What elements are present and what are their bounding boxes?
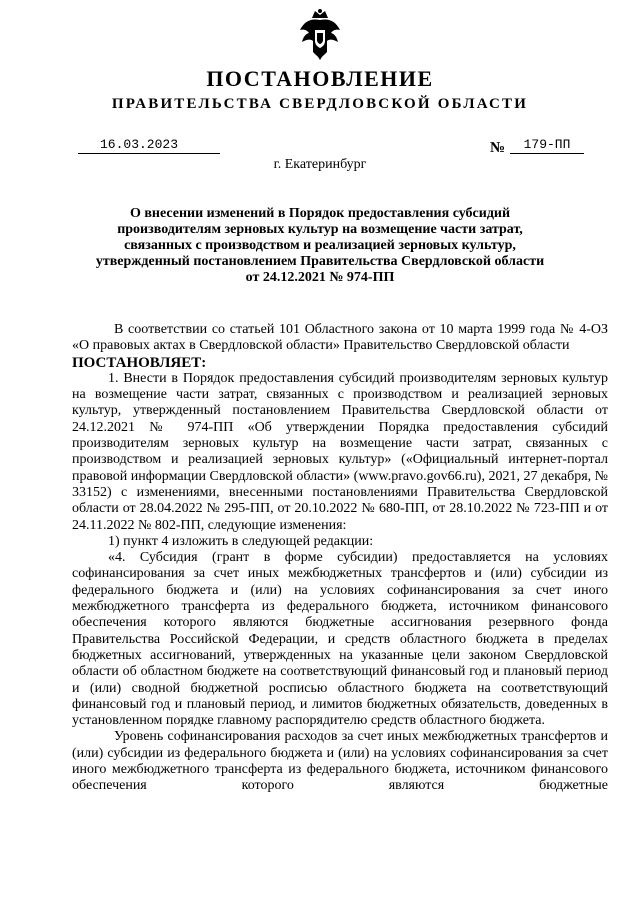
title-line: О внесении изменений в Порядок предоставления субсидий [129,206,511,221]
title-line: утвержденный постановлением Правительства Свердловской области [95,254,545,269]
number-label: № [490,140,506,156]
coat-of-arms-icon [298,8,342,60]
document-number: 179-ПП [510,137,584,154]
document-title [80,206,560,286]
title-line: от 24.12.2021 № 974-ПП [245,270,395,285]
decree-word: ПОСТАНОВЛЯЕТ: [72,354,207,371]
document-type: ПОСТАНОВЛЕНИЕ [206,66,434,91]
quote-paragraph-2: Уровень софинансирования расходов за счет иных межбюджетных трансфертов и (или) субсидии из федерального бюджета и (или) на условиях софинансирования за счет иного межбюджетного трансферта из федерального бюджета, источником финансового обеспечения которого являются бюджетные [72,729,608,794]
item-1-paragraph: 1. Внести в Порядок предоставления субсидий производителям зерновых культур на возмещение части затрат, связанных с производством и реализацией зерновых культур, утвержденный постановлением Правительства Свердловской области от 24.12.2021 № 974-ПП «Об утверждении Порядка предоставления субсидий производителям зерновых культур на возмещение части затрат, связанных с производством и реализацией зерновых культур» («Официальный интернет-портал правовой информации Свердловской области» (www.pravo.gov66.ru), 2021, 27 декабря, № 33152) с изменениями, внесенными постановлениями Правительства Свердловской области от 28.04.2022 № 295-ПП, от 20.10.2022 № 680-ПП, от 28.10.2022 № 723-ПП и от 24.11.2022 № 802-ПП, следующие изменения: [72,370,608,533]
title-line: связанных с производством и реализацией зерновых культур, [124,238,516,253]
quote-paragraph-1: «4. Субсидия (грант в форме субсидии) предоставляется на условиях софинансирования за счет иных межбюджетных трансфертов и (или) субсидии из федерального бюджета и (или) на условиях софинансирования за счет иного межбюджетного трансферта из федерального бюджета, источником финансового обеспечения которого являются бюджетные ассигнования резервного фонда Правительства Российской Федерации, и средств областного бюджета в пределах бюджетных ассигнований, утвержденных на указанные цели законом Свердловской области об областном бюджете на соответствующий финансовый год и плановый период и (или) сводной бюджетной росписью областного бюджета на соответствующий финансовый год и плановый период, и лимитов бюджетных обязательств, доведенных в установленном порядке главному распорядителю средств областного бюджета. [72,550,608,729]
city: г. Екатеринбург [273,157,367,172]
preamble-paragraph: В соответствии со статьей 101 Областного закона от 10 марта 1999 года № 4-ОЗ «О правовых актах в Свердловской области» Правительство Свердловской области [72,322,608,354]
document-body [72,322,608,795]
title-line: производителям зерновых культур на возмещение части затрат, [117,222,523,237]
subitem-1-paragraph: 1) пункт 4 изложить в следующей редакции: [108,533,374,549]
document-date: 16.03.2023 [78,137,220,154]
issuing-authority: ПРАВИТЕЛЬСТВА СВЕРДЛОВСКОЙ ОБЛАСТИ [111,96,529,112]
